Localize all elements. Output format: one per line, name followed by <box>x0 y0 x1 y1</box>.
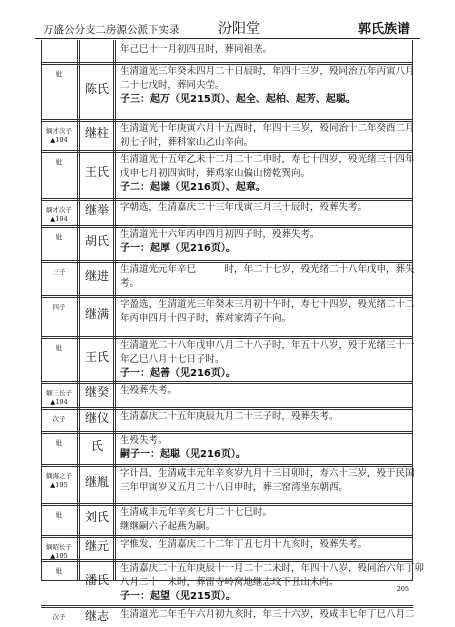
header-hall-name: 汾阳堂 <box>218 21 260 37</box>
biography-text <box>120 43 407 57</box>
relation-label: 嫡才次子 ▲194 <box>46 206 72 223</box>
text-line: 子二：起谦（见216页）、起章。 <box>120 182 266 193</box>
text-line: 继继嗣六子起燕为嗣。 <box>120 521 216 532</box>
text-line: 生清道光十年庚寅六月十五酉时，年四十三岁，殁同治十二年癸酉二月 <box>120 123 415 134</box>
person-name: 继举 <box>84 203 109 217</box>
table-row <box>41 336 413 381</box>
table-row <box>41 381 413 407</box>
relation-label: 妣 <box>55 344 63 352</box>
biography-text <box>120 384 407 398</box>
biography-text <box>120 263 415 291</box>
person-name: 继柱 <box>84 126 109 140</box>
text-line: 生清道光十六年丙申四月初四子时，殁葬失考。 <box>120 229 320 240</box>
text-line: 三年甲寅岁又五月二十八日申时，葬三窑湾坐东朝西。 <box>120 482 349 493</box>
text-line: 字计昌，生清咸丰元年辛亥岁九月十三日卯时，寿六十三岁，殁于民国 <box>120 468 415 479</box>
header-genealogy-title: 郭氏族谱 <box>357 22 410 37</box>
relation-label: 次子 <box>52 613 66 621</box>
text-line: 子一：起望（见215页）。 <box>120 591 236 602</box>
text-line: 生清道光十五年乙未十二月二十二申时，寿七十四岁，殁光绪三十四年 <box>120 154 415 165</box>
biography-text <box>120 201 407 215</box>
biography-text <box>120 506 407 534</box>
table-row <box>41 605 413 627</box>
person-name: 王氏 <box>84 165 109 179</box>
table-row <box>41 407 413 431</box>
table-row <box>41 260 413 295</box>
biography-text <box>120 65 415 107</box>
table-row <box>41 464 413 503</box>
text-line: 字盈选，生清道光三年癸未三月初十午时，寿七十四岁，殁光绪二十二 <box>120 299 415 310</box>
relation-label: 嫡三长子 ▲194 <box>46 389 72 406</box>
relation-label: 妣 <box>55 233 63 241</box>
text-line: 二十七戊时，葬同夫茔。 <box>120 80 225 91</box>
page-number: 205 <box>396 585 409 593</box>
person-name: 继进 <box>84 269 109 283</box>
table-row <box>41 62 413 119</box>
table-row <box>41 295 413 336</box>
biography-text <box>120 562 425 604</box>
text-line: 年丙申四月十四子时，葬对家湾子午向。 <box>120 313 292 324</box>
text-line: 年乙巳八月十七日子时。 <box>120 354 225 365</box>
biography-text <box>120 153 415 195</box>
biography-text <box>120 410 407 424</box>
relation-label: 妣 <box>55 439 63 447</box>
text-line: 生殁葬失考。 <box>120 385 178 396</box>
biography-text <box>120 608 415 622</box>
text-line: 子一：起厚（见216页）。 <box>120 243 236 254</box>
text-line: 初七子时，葬科家山乙山辛向。 <box>120 137 254 148</box>
text-line: 字朝选，生清嘉庆二十三年戊寅三月三十辰时，殁葬失考。 <box>120 202 368 213</box>
text-line: 生清道光三年癸未四月二十日辰时，年四十三岁，殁同治五年丙寅八月 <box>120 66 415 77</box>
table-row <box>41 503 413 535</box>
biography-text <box>120 434 407 462</box>
text-line: 生清道光二十八年戊申八月二十八子时，年五十八岁，殁于光绪三十一 <box>120 340 415 351</box>
relation-label: 三子 <box>52 268 66 276</box>
text-line: 子三：起万（见215页）、起全、起柏、起芳、起聪。 <box>120 94 356 105</box>
table-row <box>41 119 413 150</box>
person-name: 继满 <box>84 307 109 321</box>
table-row <box>41 40 413 62</box>
biography-text <box>120 467 415 495</box>
table-row <box>41 225 413 260</box>
relation-label: 妣 <box>55 70 63 78</box>
person-name: 潘氏 <box>84 573 109 587</box>
table-row <box>41 535 413 559</box>
relation-label: 妣 <box>55 511 63 519</box>
biography-text <box>120 298 415 326</box>
text-line: 生清咸丰元年辛亥七月二十七巳时。 <box>120 507 273 518</box>
biography-text <box>120 538 407 552</box>
table-row <box>41 198 413 225</box>
person-name: 氏 <box>90 439 103 453</box>
text-line: 戊申七月初四寅时，葬鸡家山偏山傍乾巽向。 <box>120 168 311 179</box>
relation-label: 嫡昭长子 ▲195 <box>46 543 72 560</box>
text-line: 生清道光元年辛巳 时，年二十七岁，殁光绪二十八年戊申，葬失 <box>120 264 415 275</box>
biography-text <box>120 122 415 150</box>
table-row <box>41 559 425 605</box>
relation-label: 四子 <box>52 303 66 311</box>
person-name: 继胤 <box>84 475 109 489</box>
table-row <box>41 150 413 198</box>
person-name: 继仪 <box>84 411 109 425</box>
header-rule <box>35 38 420 39</box>
text-line: 嗣子一：起聪（见216页）。 <box>120 449 246 460</box>
person-name: 刘氏 <box>84 510 109 524</box>
person-name: 陈氏 <box>84 82 109 96</box>
table-row <box>41 431 413 464</box>
text-line: 八月二十一未时，葬雷寺岭窝地继志坟下丑山未向。 <box>120 577 339 588</box>
relation-label: 嫡海之子 ▲195 <box>46 472 72 489</box>
person-name: 继癸 <box>84 385 109 399</box>
biography-text <box>120 339 415 381</box>
person-name: 胡氏 <box>84 234 109 248</box>
text-line: 考。 <box>120 278 140 289</box>
text-line: 子一：起善（见216页）。 <box>120 368 236 379</box>
relation-label: 妣 <box>55 567 63 575</box>
text-line: 字惟发，生清嘉庆二十二年丁丑七月十九亥时，殁葬失考。 <box>120 539 368 550</box>
person-name: 王氏 <box>84 350 109 364</box>
text-line: 生清道光二年壬午六月初九亥时，年三十六岁，殁咸丰七年丁巳八月二 <box>120 609 415 620</box>
person-name: 继元 <box>84 539 109 553</box>
text-line: 年己巳十一月初四丑时，葬同祖垄。 <box>120 44 273 55</box>
relation-label: 次子 <box>52 415 66 423</box>
biography-text <box>120 228 407 256</box>
relation-label: 嫡才次子 ▲194 <box>46 127 72 144</box>
text-line: 生殁失考。 <box>120 435 168 446</box>
person-name: 继志 <box>84 609 109 623</box>
relation-label: 妣 <box>55 158 63 166</box>
text-line: 生清嘉庆二十五年庚辰十一月二十二未时，年四十八岁，殁同治六年丁卯 <box>120 563 425 574</box>
text-line: 生清嘉庆二十五年庚辰九月二十三子时，殁葬失考。 <box>120 411 339 422</box>
header-left-text: 万盛公分支二房源公派下实录 <box>43 24 180 36</box>
